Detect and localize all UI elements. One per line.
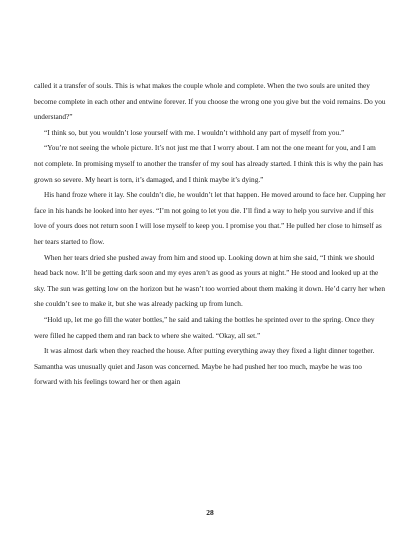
paragraph: His hand froze where it lay. She couldn’t die, he wouldn’t let that happen. He moved around to face her. Cupping her face in his hands he looked into her eyes. “I’m not going to let you die. I’ll find a way to help you survive and if this love of yours does not return soon I will lose myself to keep you. I promise you that.” He pulled her close to himself as her tears started to flow. — [34, 190, 386, 246]
body-text — [34, 78, 386, 390]
paragraph: It was almost dark when they reached the house. After putting everything away they fixed a light dinner together. Samantha was unusually quiet and Jason was concerned. Maybe he had pushed her too much, maybe he was too forward with his feelings toward her or then again — [34, 346, 375, 387]
page-number: 28 — [206, 508, 214, 517]
paragraph: “Hold up, let me go fill the water bottles,” he said and taking the bottles he sprinted over to the spring. Once they were filled he capped them and ran back to where she waited. “Okay, all set.” — [34, 314, 375, 340]
paragraph: called it a transfer of souls. This is what makes the couple whole and complete. When the two souls are united they become complete in each other and entwine forever. If you choose the wrong one you give but the void remains. Do you understand?” — [34, 81, 386, 122]
paragraph: “You’re not seeing the whole picture. It’s not just me that I worry about. I am not the one meant for you, and I am not complete. In promising myself to another the transfer of my soul has already started. I think this is why the pain has grown so severe. My heart is torn, it’s damaged, and I think maybe it’s dying.” — [34, 143, 383, 184]
paragraph: When her tears dried she pushed away from him and stood up. Looking down at him she said, “I think we should head back now. It’ll be getting dark soon and my eyes aren’t as good as yours at night.” He stood and looked up at the sky. The sun was getting low on the horizon but he wasn’t too worried about them making it down. He’d carry her when she couldn’t see to make it, but she was already packing up from lunch. — [34, 252, 386, 309]
paragraph: “I think so, but you wouldn’t lose yourself with me. I wouldn’t withhold any part of myself from you.” — [44, 127, 345, 137]
